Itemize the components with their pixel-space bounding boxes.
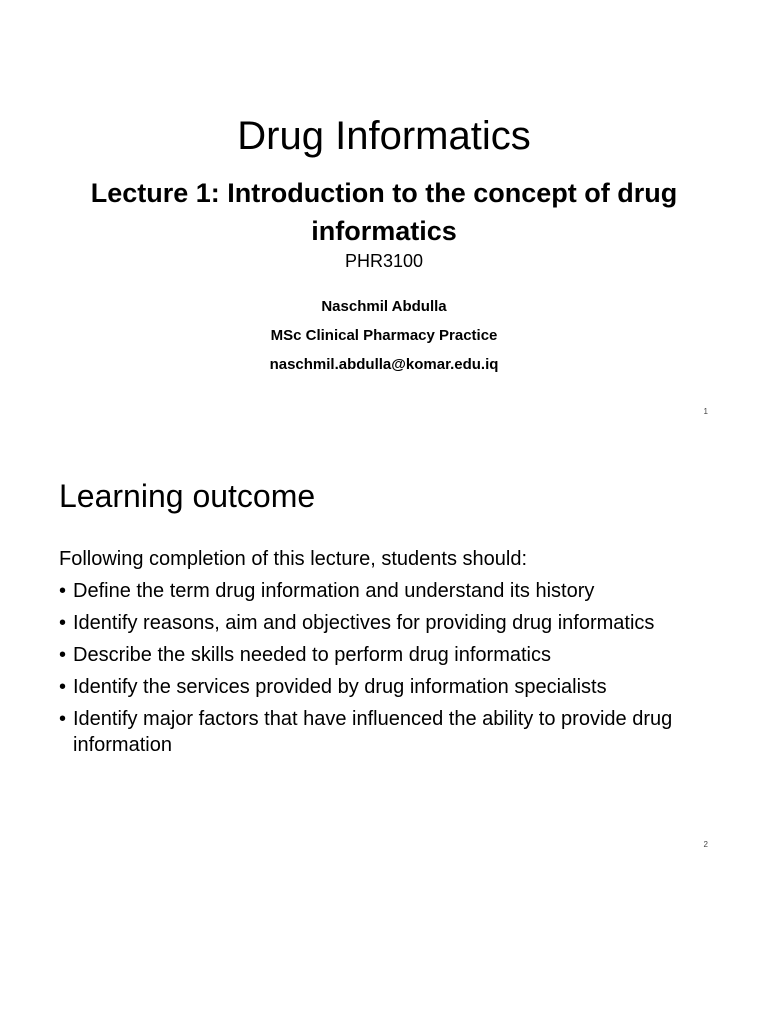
- list-item: [59, 674, 719, 700]
- list-item-text: Identify reasons, aim and objectives for providing drug informatics: [73, 612, 655, 634]
- list-item-text: Describe the skills needed to perform drug informatics: [73, 644, 551, 666]
- author-name: Naschmil Abdulla: [321, 298, 447, 315]
- list-item: [59, 706, 719, 758]
- list-item-text: Identify major factors that have influenced the ability to provide drug information: [73, 708, 673, 756]
- author-degree: MSc Clinical Pharmacy Practice: [270, 327, 498, 344]
- list-item-text: Define the term drug information and understand its history: [73, 580, 595, 602]
- bullet-icon: •: [59, 644, 67, 666]
- bullet-icon: •: [59, 612, 67, 634]
- list-item: [59, 610, 719, 636]
- list-item: [59, 578, 719, 604]
- author-block: [0, 292, 768, 379]
- bullet-icon: •: [59, 580, 67, 602]
- list-item: [59, 642, 719, 668]
- page-number: 2: [703, 840, 708, 849]
- bullet-icon: •: [59, 676, 67, 698]
- slide-heading: Learning outcome: [59, 478, 316, 514]
- course-code: PHR3100: [344, 251, 424, 271]
- learning-outcome-slide: [0, 432, 768, 864]
- author-email: naschmil.abdulla@komar.edu.iq: [269, 356, 499, 373]
- list-item-text: Identify the services provided by drug information specialists: [73, 676, 607, 698]
- page-number: 1: [703, 407, 708, 416]
- lecture-subtitle: Lecture 1: Introduction to the concept of drug informatics: [90, 178, 678, 246]
- presentation-title: Drug Informatics: [237, 114, 531, 158]
- outcome-list: [59, 578, 719, 764]
- intro-text: Following completion of this lecture, students should:: [59, 548, 528, 570]
- bullet-icon: •: [59, 708, 67, 730]
- title-slide: [0, 0, 768, 432]
